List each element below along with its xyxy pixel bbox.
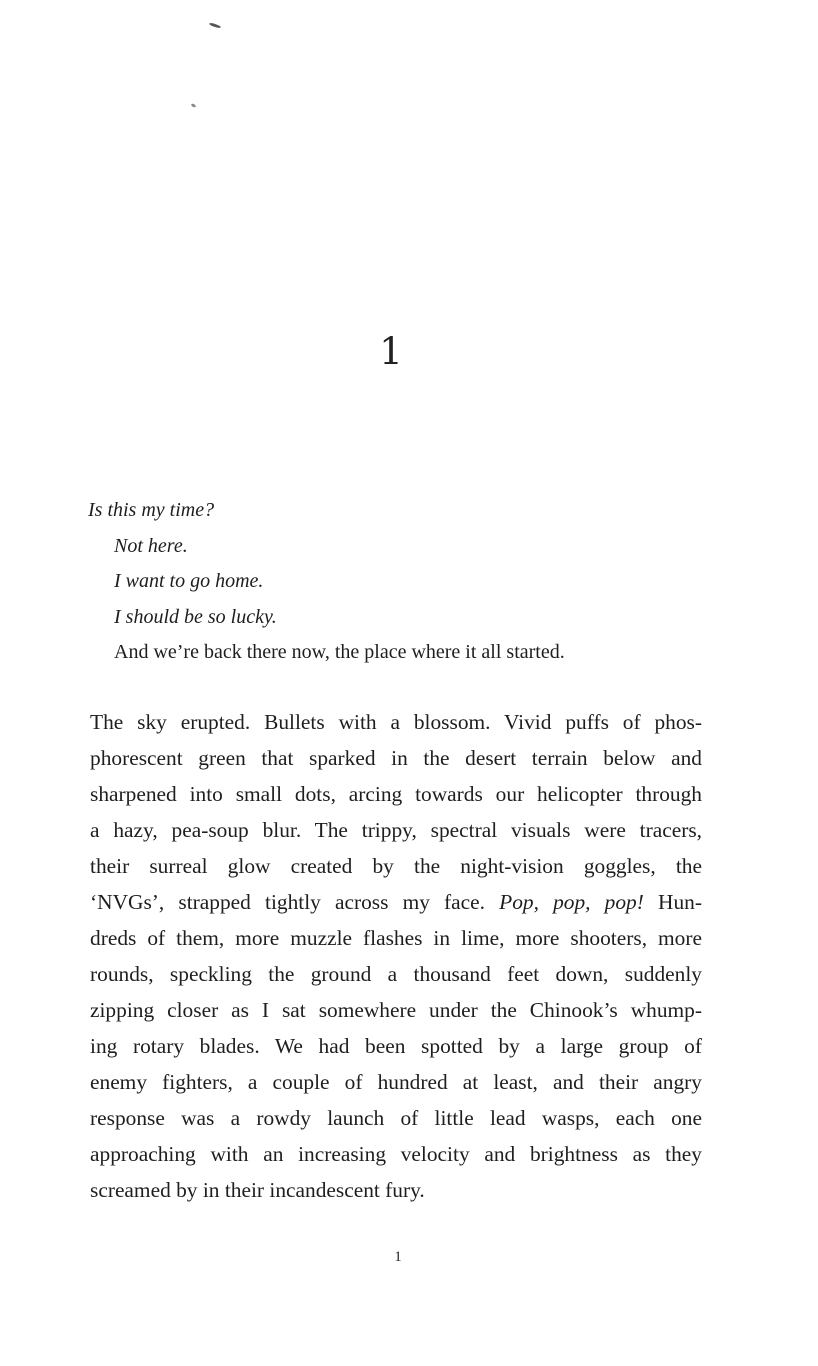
body-line: enemy fighters, a couple of hundred at least, and their angry: [90, 1070, 702, 1094]
body-line: a hazy, pea-soup blur. The trippy, spectral visuals were tracers,: [90, 818, 702, 842]
italic-phrase: Pop, pop, pop!: [499, 890, 644, 914]
epigraph-line: I want to go home.: [114, 570, 264, 592]
body-line: approaching with an increasing velocity and brightness as they: [90, 1142, 702, 1166]
body-line: screamed by in their incandescent fury.: [90, 1178, 425, 1202]
epigraph-closing-line: And we’re back there now, the place where it all started.: [114, 641, 565, 663]
page-number: 1: [394, 1249, 402, 1265]
epigraph: [88, 493, 708, 671]
body-line-end: Hun-: [643, 890, 702, 914]
body-line: The sky erupted. Bullets with a blossom. Vivid puffs of phos-: [90, 710, 702, 734]
body-line: dreds of them, more muzzle flashes in lime, more shooters, more: [90, 926, 702, 950]
epigraph-line: Is this my time?: [88, 499, 215, 521]
ink-speck: [209, 22, 221, 29]
body-line: ing rotary blades. We had been spotted by a large group of: [90, 1034, 702, 1058]
body-line: rounds, speckling the ground a thousand feet down, suddenly: [90, 962, 702, 986]
body-line-start: ‘NVGs’, strapped tightly across my face.: [90, 890, 500, 914]
epigraph-line: Not here.: [114, 534, 188, 557]
body-line: sharpened into small dots, arcing towards our helicopter through: [90, 782, 702, 806]
body-line: phorescent green that sparked in the desert terrain below and: [90, 746, 702, 770]
body-line: zipping closer as I sat somewhere under the Chinook’s whump-: [90, 998, 702, 1022]
body-line: [90, 884, 702, 920]
chapter-number: 1: [379, 330, 403, 373]
ink-speck: [191, 103, 197, 108]
epigraph-line: I should be so lucky.: [114, 605, 277, 628]
body-line: their surreal glow created by the night-vision goggles, the: [90, 854, 702, 878]
body-paragraph: [90, 704, 702, 1208]
body-line: response was a rowdy launch of little lead wasps, each one: [90, 1106, 702, 1130]
